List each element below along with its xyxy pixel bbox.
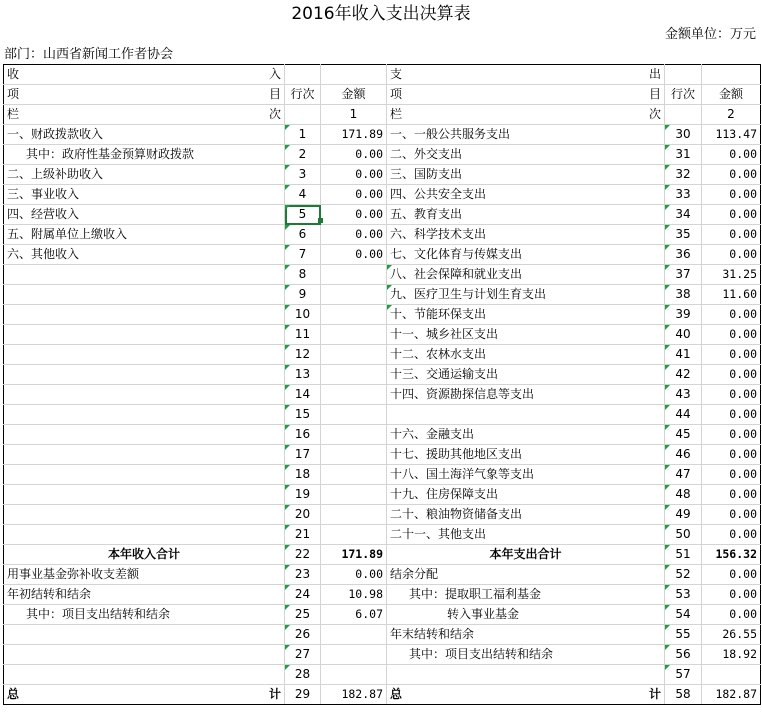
- row-number-cell[interactable]: 32: [665, 165, 702, 185]
- income-item-cell[interactable]: 一、财政拨款收入: [4, 125, 285, 145]
- row-number-cell[interactable]: 13: [285, 365, 321, 385]
- table-row: [4, 205, 761, 225]
- income-item-cell[interactable]: 其中：项目支出结转和结余: [4, 605, 285, 625]
- amount-unit: 金额单位：万元: [664, 27, 756, 42]
- row-number-cell[interactable]: 21: [285, 525, 321, 545]
- row-number-cell[interactable]: 57: [665, 665, 702, 685]
- income-item-cell[interactable]: [4, 305, 285, 325]
- expense-item-cell[interactable]: 转入事业基金: [387, 605, 665, 625]
- expense-amount-cell[interactable]: 18.92: [702, 645, 761, 665]
- expense-item-cell[interactable]: 十九、住房保障支出: [387, 485, 665, 505]
- row-number-cell[interactable]: 22: [285, 545, 321, 565]
- row-number-cell[interactable]: 30: [665, 125, 702, 145]
- expense-amount-cell[interactable]: 0.00: [702, 465, 761, 485]
- table-row: [4, 465, 761, 485]
- table-row: [4, 345, 761, 365]
- income-amount-cell[interactable]: [321, 325, 387, 345]
- income-amount-cell[interactable]: [321, 425, 387, 445]
- income-item-cell[interactable]: [4, 485, 285, 505]
- expense-item-cell[interactable]: [387, 665, 665, 685]
- expense-item-cell[interactable]: 二十、粮油物资储备支出: [387, 505, 665, 525]
- income-item-cell[interactable]: 其中：政府性基金预算财政拨款: [4, 145, 285, 165]
- row-number-cell[interactable]: 50: [665, 525, 702, 545]
- column-number-row: [4, 105, 761, 125]
- row-number-cell[interactable]: 28: [285, 665, 321, 685]
- expense-item-cell[interactable]: 八、社会保障和就业支出: [387, 265, 665, 285]
- row-number-cell[interactable]: 15: [285, 405, 321, 425]
- table-row: [4, 245, 761, 265]
- row-number-cell[interactable]: 44: [665, 405, 702, 425]
- table-row: [4, 265, 761, 285]
- expense-amount-cell[interactable]: 0.00: [702, 205, 761, 225]
- expense-item-cell[interactable]: 结余分配: [387, 565, 665, 585]
- expense-amount-cell[interactable]: 0.00: [702, 445, 761, 465]
- income-item-cell[interactable]: [4, 285, 285, 305]
- fill-handle[interactable]: [318, 218, 323, 223]
- expense-item-cell[interactable]: [387, 405, 665, 425]
- expense-total-amount[interactable]: 182.87: [702, 685, 761, 705]
- income-amount-cell[interactable]: 0.00: [321, 165, 387, 185]
- row-number-cell[interactable]: 27: [285, 645, 321, 665]
- expense-item-cell[interactable]: 十一、城乡社区支出: [387, 325, 665, 345]
- expense-total-label[interactable]: 总 计: [387, 685, 665, 705]
- row-number-cell[interactable]: 54: [665, 605, 702, 625]
- row-number-cell[interactable]: 6: [285, 225, 321, 245]
- income-amount-cell[interactable]: [321, 525, 387, 545]
- row-number-cell[interactable]: 1: [285, 125, 321, 145]
- expense-amount-cell[interactable]: 0.00: [702, 605, 761, 625]
- expense-amount-cell[interactable]: 0.00: [702, 585, 761, 605]
- expense-amount-cell[interactable]: 0.00: [702, 365, 761, 385]
- income-amount-cell[interactable]: [321, 465, 387, 485]
- table-row: [4, 505, 761, 525]
- expense-amount-cell[interactable]: [702, 665, 761, 685]
- row-number-cell[interactable]: 51: [665, 545, 702, 565]
- table-row: [4, 485, 761, 505]
- row-number-cell[interactable]: 49: [665, 505, 702, 525]
- income-amount-cell[interactable]: 0.00: [321, 145, 387, 165]
- expense-amount-cell[interactable]: 0.00: [702, 425, 761, 445]
- table-row: [4, 145, 761, 165]
- expense-item-cell[interactable]: 十四、资源勘探信息等支出: [387, 385, 665, 405]
- income-item-cell[interactable]: [4, 405, 285, 425]
- row-number-cell[interactable]: 9: [285, 285, 321, 305]
- table-row: [4, 305, 761, 325]
- expense-item-cell[interactable]: 本年支出合计: [387, 545, 665, 565]
- expense-amount-cell[interactable]: 0.00: [702, 225, 761, 245]
- expense-item-cell[interactable]: 其中：提取职工福利基金: [387, 585, 665, 605]
- income-amount-cell[interactable]: [321, 385, 387, 405]
- income-amount-cell[interactable]: [321, 625, 387, 645]
- expense-amount-cell[interactable]: 11.60: [702, 285, 761, 305]
- column-number[interactable]: 2: [702, 105, 761, 125]
- expense-amount-cell[interactable]: 0.00: [702, 485, 761, 505]
- column-label[interactable]: 栏 次: [387, 105, 665, 125]
- income-expense-table: [3, 64, 761, 705]
- row-number-cell[interactable]: 19: [285, 485, 321, 505]
- income-item-cell[interactable]: 五、附属单位上缴收入: [4, 225, 285, 245]
- row-number-cell[interactable]: 25: [285, 605, 321, 625]
- income-amount-cell[interactable]: [321, 645, 387, 665]
- table-row: [4, 605, 761, 625]
- row-number-cell[interactable]: 29: [285, 685, 321, 705]
- income-item-cell[interactable]: [4, 465, 285, 485]
- row-number-cell[interactable]: 58: [665, 685, 702, 705]
- table-row: [4, 525, 761, 545]
- row-number-cell[interactable]: 56: [665, 645, 702, 665]
- expense-amount-cell[interactable]: 0.00: [702, 165, 761, 185]
- row-number-cell[interactable]: 55: [665, 625, 702, 645]
- table-row: [4, 625, 761, 645]
- expense-amount-cell[interactable]: 0.00: [702, 305, 761, 325]
- table-row: [4, 325, 761, 345]
- table-row: [4, 405, 761, 425]
- income-item-cell[interactable]: [4, 345, 285, 365]
- expense-amount-cell[interactable]: 0.00: [702, 245, 761, 265]
- row-number-cell[interactable]: 43: [665, 385, 702, 405]
- expense-item-cell[interactable]: 三、国防支出: [387, 165, 665, 185]
- income-amount-cell[interactable]: 0.00: [321, 185, 387, 205]
- row-no-header[interactable]: 行次: [665, 85, 702, 105]
- row-number-cell[interactable]: 41: [665, 345, 702, 365]
- row-number-cell[interactable]: 12: [285, 345, 321, 365]
- row-number-cell[interactable]: 11: [285, 325, 321, 345]
- row-number-cell[interactable]: 16: [285, 425, 321, 445]
- expense-amount-cell[interactable]: 113.47: [702, 125, 761, 145]
- expense-item-cell[interactable]: 十二、农林水支出: [387, 345, 665, 365]
- table-row: [4, 645, 761, 665]
- income-item-cell[interactable]: [4, 385, 285, 405]
- income-amount-cell[interactable]: [321, 665, 387, 685]
- income-amount-cell[interactable]: [321, 285, 387, 305]
- row-number-cell[interactable]: 23: [285, 565, 321, 585]
- row-number-cell[interactable]: 39: [665, 305, 702, 325]
- report-title: 2016年收入支出决算表: [291, 4, 471, 24]
- income-item-cell[interactable]: 年初结转和结余: [4, 585, 285, 605]
- expense-amount-cell[interactable]: 0.00: [702, 505, 761, 525]
- row-number-cell[interactable]: 36: [665, 245, 702, 265]
- expense-item-cell[interactable]: 其中：项目支出结转和结余: [387, 645, 665, 665]
- expense-item-cell[interactable]: 十三、交通运输支出: [387, 365, 665, 385]
- department-name: 部门：山西省新闻工作者协会: [4, 47, 174, 62]
- table-row: [4, 445, 761, 465]
- row-number-cell[interactable]: 42: [665, 365, 702, 385]
- income-item-cell[interactable]: [4, 365, 285, 385]
- expense-item-cell[interactable]: 十、节能环保支出: [387, 305, 665, 325]
- row-number-cell[interactable]: 48: [665, 485, 702, 505]
- expense-amount-cell[interactable]: 0.00: [702, 185, 761, 205]
- table-row: [4, 425, 761, 445]
- section-header-row: [4, 65, 761, 85]
- expense-item-cell[interactable]: 十八、国土海洋气象等支出: [387, 465, 665, 485]
- row-number-cell[interactable]: 31: [665, 145, 702, 165]
- income-amount-cell[interactable]: [321, 505, 387, 525]
- row-number-cell[interactable]: 46: [665, 445, 702, 465]
- expense-item-cell[interactable]: 二十一、其他支出: [387, 525, 665, 545]
- expense-item-cell[interactable]: 九、医疗卫生与计划生育支出: [387, 285, 665, 305]
- expense-item-cell[interactable]: 五、教育支出: [387, 205, 665, 225]
- income-item-cell[interactable]: 用事业基金弥补收支差额: [4, 565, 285, 585]
- income-total-amount[interactable]: 182.87: [321, 685, 387, 705]
- row-number-cell[interactable]: 38: [665, 285, 702, 305]
- expense-item-cell[interactable]: 一、一般公共服务支出: [387, 125, 665, 145]
- column-number[interactable]: 1: [321, 105, 387, 125]
- income-item-cell[interactable]: 六、其他收入: [4, 245, 285, 265]
- expense-amount-cell[interactable]: 0.00: [702, 385, 761, 405]
- row-number-cell[interactable]: 5: [285, 205, 321, 225]
- expense-amount-cell[interactable]: 26.55: [702, 625, 761, 645]
- row-number-cell[interactable]: 14: [285, 385, 321, 405]
- income-amount-cell[interactable]: [321, 365, 387, 385]
- column-header-row: [4, 85, 761, 105]
- row-number-cell[interactable]: 53: [665, 585, 702, 605]
- expense-item-cell[interactable]: 四、公共安全支出: [387, 185, 665, 205]
- income-amount-cell[interactable]: 0.00: [321, 245, 387, 265]
- amount-header[interactable]: 金额: [702, 85, 761, 105]
- income-item-cell[interactable]: 三、事业收入: [4, 185, 285, 205]
- row-number-cell[interactable]: 7: [285, 245, 321, 265]
- table-row: [4, 545, 761, 565]
- income-amount-cell[interactable]: 0.00: [321, 225, 387, 245]
- table-row: [4, 285, 761, 305]
- expense-amount-cell[interactable]: 0.00: [702, 525, 761, 545]
- income-item-cell[interactable]: [4, 325, 285, 345]
- expense-item-header[interactable]: 项 目: [387, 85, 665, 105]
- amount-header[interactable]: 金额: [321, 85, 387, 105]
- table-row: [4, 565, 761, 585]
- income-item-cell[interactable]: 本年收入合计: [4, 545, 285, 565]
- income-section-header[interactable]: 收 入: [4, 65, 285, 85]
- expense-item-cell[interactable]: 年末结转和结余: [387, 625, 665, 645]
- row-number-cell[interactable]: 33: [665, 185, 702, 205]
- income-amount-cell[interactable]: 6.07: [321, 605, 387, 625]
- expense-amount-cell[interactable]: 0.00: [702, 405, 761, 425]
- row-number-cell[interactable]: 47: [665, 465, 702, 485]
- income-item-cell[interactable]: [4, 445, 285, 465]
- expense-section-header[interactable]: 支 出: [387, 65, 665, 85]
- income-item-cell[interactable]: [4, 665, 285, 685]
- income-amount-cell[interactable]: 171.89: [321, 545, 387, 565]
- row-number-cell[interactable]: 40: [665, 325, 702, 345]
- row-number-cell[interactable]: 20: [285, 505, 321, 525]
- row-number-cell[interactable]: 45: [665, 425, 702, 445]
- income-item-cell[interactable]: [4, 425, 285, 445]
- income-item-cell[interactable]: [4, 265, 285, 285]
- row-number-cell[interactable]: 17: [285, 445, 321, 465]
- row-number-cell[interactable]: 35: [665, 225, 702, 245]
- expense-amount-cell[interactable]: 0.00: [702, 145, 761, 165]
- income-amount-cell[interactable]: 10.98: [321, 585, 387, 605]
- table-row: [4, 125, 761, 145]
- row-number-cell[interactable]: 8: [285, 265, 321, 285]
- income-amount-cell[interactable]: [321, 445, 387, 465]
- expense-amount-cell[interactable]: 0.00: [702, 345, 761, 365]
- income-amount-cell[interactable]: 171.89: [321, 125, 387, 145]
- row-number-cell[interactable]: 52: [665, 565, 702, 585]
- row-number-cell[interactable]: 3: [285, 165, 321, 185]
- income-total-label[interactable]: 总 计: [4, 685, 285, 705]
- income-item-cell[interactable]: 四、经营收入: [4, 205, 285, 225]
- income-item-cell[interactable]: [4, 625, 285, 645]
- table-row: [4, 225, 761, 245]
- expense-amount-cell[interactable]: 0.00: [702, 325, 761, 345]
- income-item-cell[interactable]: [4, 525, 285, 545]
- column-label[interactable]: 栏 次: [4, 105, 285, 125]
- row-number-cell[interactable]: 34: [665, 205, 702, 225]
- expense-item-cell[interactable]: 十六、金融支出: [387, 425, 665, 445]
- row-number-cell[interactable]: 18: [285, 465, 321, 485]
- income-amount-cell[interactable]: [321, 345, 387, 365]
- row-number-cell[interactable]: 10: [285, 305, 321, 325]
- table-row: [4, 385, 761, 405]
- row-number-cell[interactable]: 26: [285, 625, 321, 645]
- income-item-header[interactable]: 项 目: [4, 85, 285, 105]
- table-row: [4, 585, 761, 605]
- expense-item-cell[interactable]: 六、科学技术支出: [387, 225, 665, 245]
- table-row: [4, 665, 761, 685]
- expense-item-cell[interactable]: 十七、援助其他地区支出: [387, 445, 665, 465]
- expense-amount-cell[interactable]: 0.00: [702, 565, 761, 585]
- expense-amount-cell[interactable]: 31.25: [702, 265, 761, 285]
- row-number-cell[interactable]: 4: [285, 185, 321, 205]
- total-row: [4, 685, 761, 705]
- table-row: [4, 185, 761, 205]
- expense-item-cell[interactable]: 七、文化体育与传媒支出: [387, 245, 665, 265]
- income-amount-cell[interactable]: [321, 485, 387, 505]
- row-number-cell[interactable]: 2: [285, 145, 321, 165]
- expense-amount-cell[interactable]: 156.32: [702, 545, 761, 565]
- table-row: [4, 165, 761, 185]
- row-no-header[interactable]: 行次: [285, 85, 321, 105]
- row-number-cell[interactable]: 37: [665, 265, 702, 285]
- expense-item-cell[interactable]: 二、外交支出: [387, 145, 665, 165]
- income-amount-cell[interactable]: [321, 265, 387, 285]
- row-number-cell[interactable]: 24: [285, 585, 321, 605]
- table-row: [4, 365, 761, 385]
- income-amount-cell[interactable]: 0.00: [321, 565, 387, 585]
- income-item-cell[interactable]: [4, 645, 285, 665]
- income-item-cell[interactable]: [4, 505, 285, 525]
- income-item-cell[interactable]: 二、上级补助收入: [4, 165, 285, 185]
- income-amount-cell[interactable]: [321, 405, 387, 425]
- income-amount-cell[interactable]: 0.00: [321, 205, 387, 225]
- income-amount-cell[interactable]: [321, 305, 387, 325]
